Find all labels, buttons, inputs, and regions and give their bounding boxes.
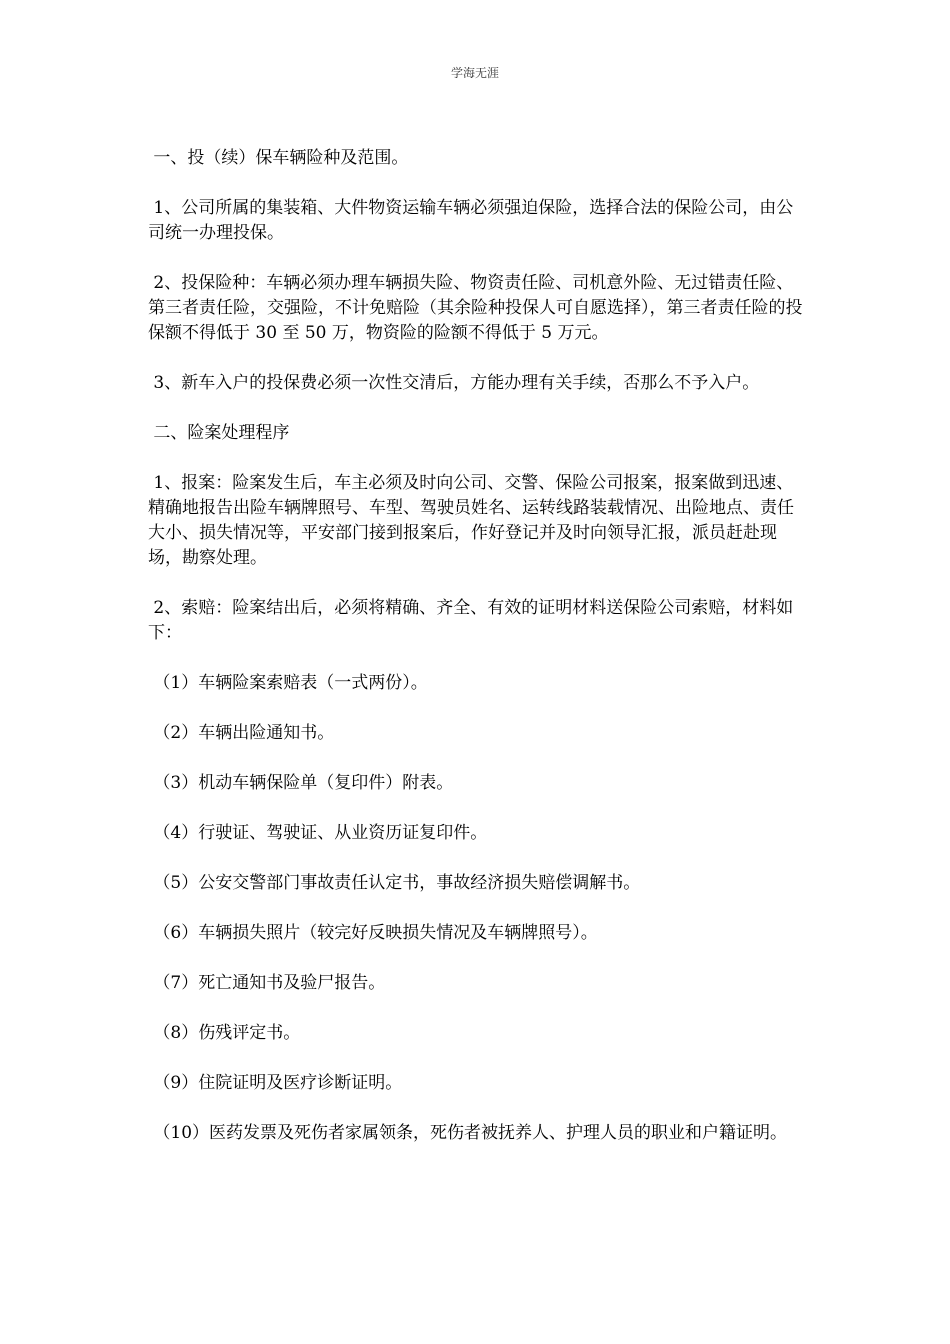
list-item: （9）住院证明及医疗诊断证明。	[148, 1073, 403, 1093]
paragraph-report: 1、报案：险案发生后，车主必须及时向公司、交警、保险公司报案，报案做到迅速、精确地报告出险车辆牌照号、车型、驾驶员姓名、运转线路装载情况、出险地点、责任大小、损失情况等，平安部门接到报案后，作好登记并及时向领导汇报，派员赶赴现场，勘察处理。	[148, 473, 794, 568]
list-item: （8）伤残评定书。	[148, 1023, 301, 1043]
list-item: （7）死亡通知书及验尸报告。	[148, 973, 386, 993]
list-item: （6）车辆损失照片（较完好反映损失情况及车辆牌照号）。	[148, 923, 598, 943]
paragraph-claim: 2、索赔：险案结出后，必须将精确、齐全、有效的证明材料送保险公司索赔，材料如下：	[148, 598, 794, 643]
list-item: （10）医药发票及死伤者家属领条，死伤者被抚养人、护理人员的职业和户籍证明。	[148, 1123, 788, 1143]
list-item: （2）车辆出险通知书。	[148, 723, 335, 743]
section-heading-claim-procedure: 二、险案处理程序	[148, 423, 290, 443]
paragraph-item-2: 2、投保险种：车辆必须办理车辆损失险、物资责任险、司机意外险、无过错责任险、第三者责任险，交强险，不计免赔险（其余险种投保人可自愿选择），第三者责任险的投保额不得低于 30 至 50 万，物资险的险额不得低于 5 万元。	[148, 273, 803, 343]
section-heading-insurance-scope: 一、投（续）保车辆险种及范围。	[148, 148, 409, 168]
paragraph-item-1: 1、公司所属的集装箱、大件物资运输车辆必须强迫保险，选择合法的保险公司，由公司统一办理投保。	[148, 198, 794, 243]
list-item: （3）机动车辆保险单（复印件）附表。	[148, 773, 454, 793]
document-body	[148, 146, 808, 1171]
paragraph-item-3: 3、新车入户的投保费必须一次性交清后，方能办理有关手续，否那么不予入户。	[148, 373, 760, 393]
page-header: 学海无涯	[450, 66, 499, 80]
list-item: （4）行驶证、驾驶证、从业资历证复印件。	[148, 823, 488, 843]
list-item: （1）车辆险案索赔表（一式两份）。	[148, 673, 428, 693]
list-item: （5）公安交警部门事故责任认定书，事故经济损失赔偿调解书。	[148, 873, 641, 893]
